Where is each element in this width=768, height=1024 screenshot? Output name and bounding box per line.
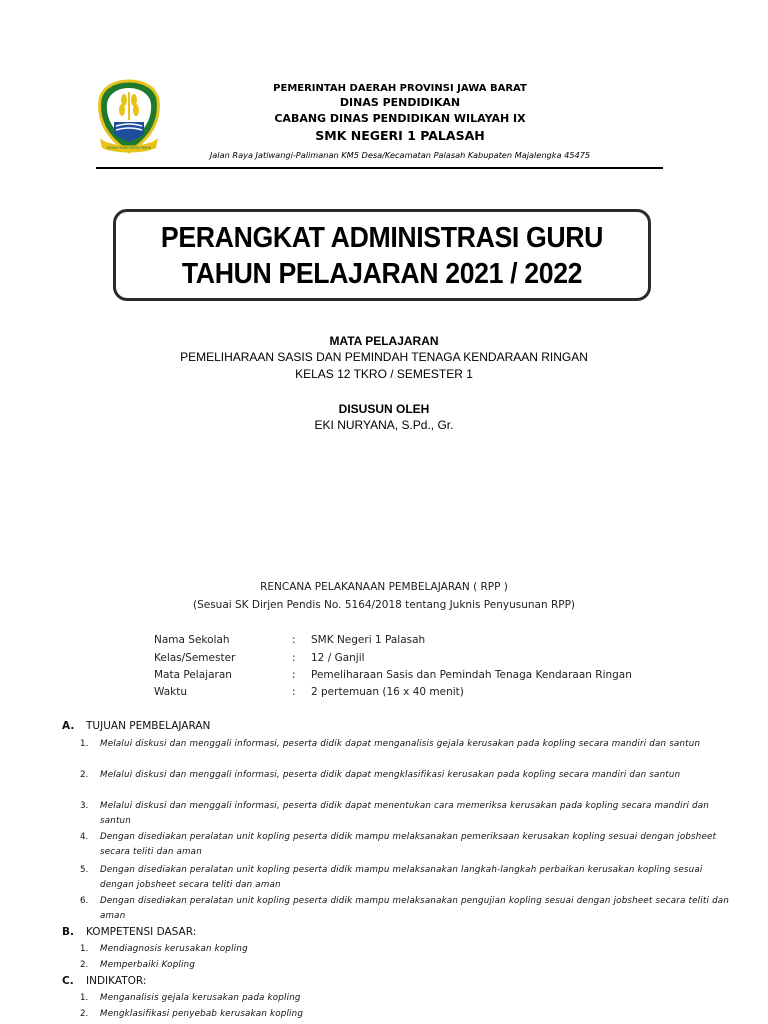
item-text: Dengan disediakan peralatan unit kopling peserta didik mampu melaksanakan pengujian kopling sesuai dengan jobsheet secara teliti dan aman xyxy=(100,896,730,921)
list-item xyxy=(80,894,730,924)
list-item xyxy=(80,1007,730,1022)
letterhead-government: PEMERINTAH DAERAH PROVINSI JAWA BARAT xyxy=(273,83,527,94)
subject-label: MATA PELAJARAN xyxy=(329,334,439,348)
list-item xyxy=(80,863,730,893)
list-item xyxy=(80,991,730,1006)
list-item xyxy=(80,958,730,973)
identity-label: Mata Pelajaran xyxy=(154,669,232,681)
letterhead-school-name: SMK NEGERI 1 PALASAH xyxy=(315,128,485,143)
item-number: 1. xyxy=(80,993,89,1003)
letterhead-address: Jalan Raya Jatiwangi-Palimanan KM5 Desa/Kecamatan Palasah Kabupaten Majalengka 45475 xyxy=(209,150,591,160)
item-number: 2. xyxy=(80,770,89,780)
item-text: Melalui diskusi dan menggali informasi, peserta didik dapat mengklasifikasi kerusakan pada kopling secara mandiri dan santun xyxy=(100,770,681,780)
item-number: 3. xyxy=(80,801,89,811)
identity-label: Nama Sekolah xyxy=(154,634,230,646)
identity-colon: : xyxy=(292,686,296,698)
item-text: Melalui diskusi dan menggali informasi, peserta didik dapat menganalisis gejala kerusakan pada kopling secara mandiri dan santun xyxy=(100,739,701,749)
item-text: Menganalisis gejala kerusakan pada kopling xyxy=(100,993,301,1003)
item-text: Melalui diskusi dan menggali informasi, peserta didik dapat menentukan cara memeriksa kerusakan pada kopling secara mandiri dan santun xyxy=(100,801,709,826)
item-number: 1. xyxy=(80,944,89,954)
list-item xyxy=(80,942,730,957)
identity-colon: : xyxy=(292,669,296,681)
identity-colon: : xyxy=(292,634,296,646)
author-label: DISUSUN OLEH xyxy=(338,402,430,416)
item-number: 2. xyxy=(80,1009,89,1019)
list-item xyxy=(80,830,730,860)
section-a-heading xyxy=(62,720,210,732)
item-text: Dengan disediakan peralatan unit kopling peserta didik mampu melaksanakan pemeriksaan kerusakan kopling sesuai dengan jobsheet secara teliti dan aman xyxy=(100,832,717,857)
item-number: 6. xyxy=(80,896,89,906)
letterhead-divider xyxy=(96,167,663,169)
list-item xyxy=(80,737,730,752)
item-text: Dengan disediakan peralatan unit kopling peserta didik mampu melaksanakan langkah-langkah perbaikan kerusakan kopling sesuai dengan jobsheet secara teliti dan aman xyxy=(100,865,703,890)
section-title: INDIKATOR: xyxy=(86,975,147,987)
identity-value: Pemeliharaan Sasis dan Pemindah Tenaga Kendaraan Ringan xyxy=(311,669,632,681)
author-name: EKI NURYANA, S.Pd., Gr. xyxy=(314,418,454,432)
item-text: Mengklasifikasi penyebab kerusakan kopling xyxy=(100,1009,304,1019)
letterhead-branch: CABANG DINAS PENDIDIKAN WILAYAH IX xyxy=(274,112,526,125)
subject-value: PEMELIHARAAN SASIS DAN PEMINDAH TENAGA KENDARAAN RINGAN xyxy=(180,350,588,364)
identity-label: Waktu xyxy=(154,686,187,698)
list-item xyxy=(80,768,730,783)
svg-text:GEMAH RIPAH REPEH RAPIH: GEMAH RIPAH REPEH RAPIH xyxy=(106,146,152,150)
section-letter: C. xyxy=(62,975,74,987)
section-b-heading xyxy=(62,926,196,938)
rpp-subtitle: (Sesuai SK Dirjen Pendis No. 5164/2018 tentang Juknis Penyusunan RPP) xyxy=(192,599,576,611)
document-title: PERANGKAT ADMINISTRASI GURU xyxy=(160,222,604,254)
academic-year-title: TAHUN PELAJARAN 2021 / 2022 xyxy=(181,258,583,290)
item-number: 2. xyxy=(80,960,89,970)
letterhead-department: DINAS PENDIDIKAN xyxy=(339,96,461,109)
item-number: 1. xyxy=(80,739,89,749)
identity-value: SMK Negeri 1 Palasah xyxy=(311,634,426,646)
item-text: Memperbaiki Kopling xyxy=(100,960,196,970)
list-item xyxy=(80,799,730,829)
identity-value: 2 pertemuan (16 x 40 menit) xyxy=(311,686,464,698)
section-letter: B. xyxy=(62,926,74,938)
rpp-title: RENCANA PELAKANAAN PEMBELAJARAN ( RPP ) xyxy=(260,581,508,593)
item-number: 4. xyxy=(80,832,89,842)
identity-label: Kelas/Semester xyxy=(154,652,236,664)
section-title: TUJUAN PEMBELAJARAN xyxy=(86,720,211,732)
section-letter: A. xyxy=(62,720,75,732)
item-number: 5. xyxy=(80,865,89,875)
section-title: KOMPETENSI DASAR: xyxy=(86,926,197,938)
section-c-heading xyxy=(62,975,146,987)
identity-value: 12 / Ganjil xyxy=(311,652,365,664)
class-semester-value: KELAS 12 TKRO / SEMESTER 1 xyxy=(295,367,473,381)
identity-colon: : xyxy=(292,652,296,664)
item-text: Mendiagnosis kerusakan kopling xyxy=(100,944,248,954)
